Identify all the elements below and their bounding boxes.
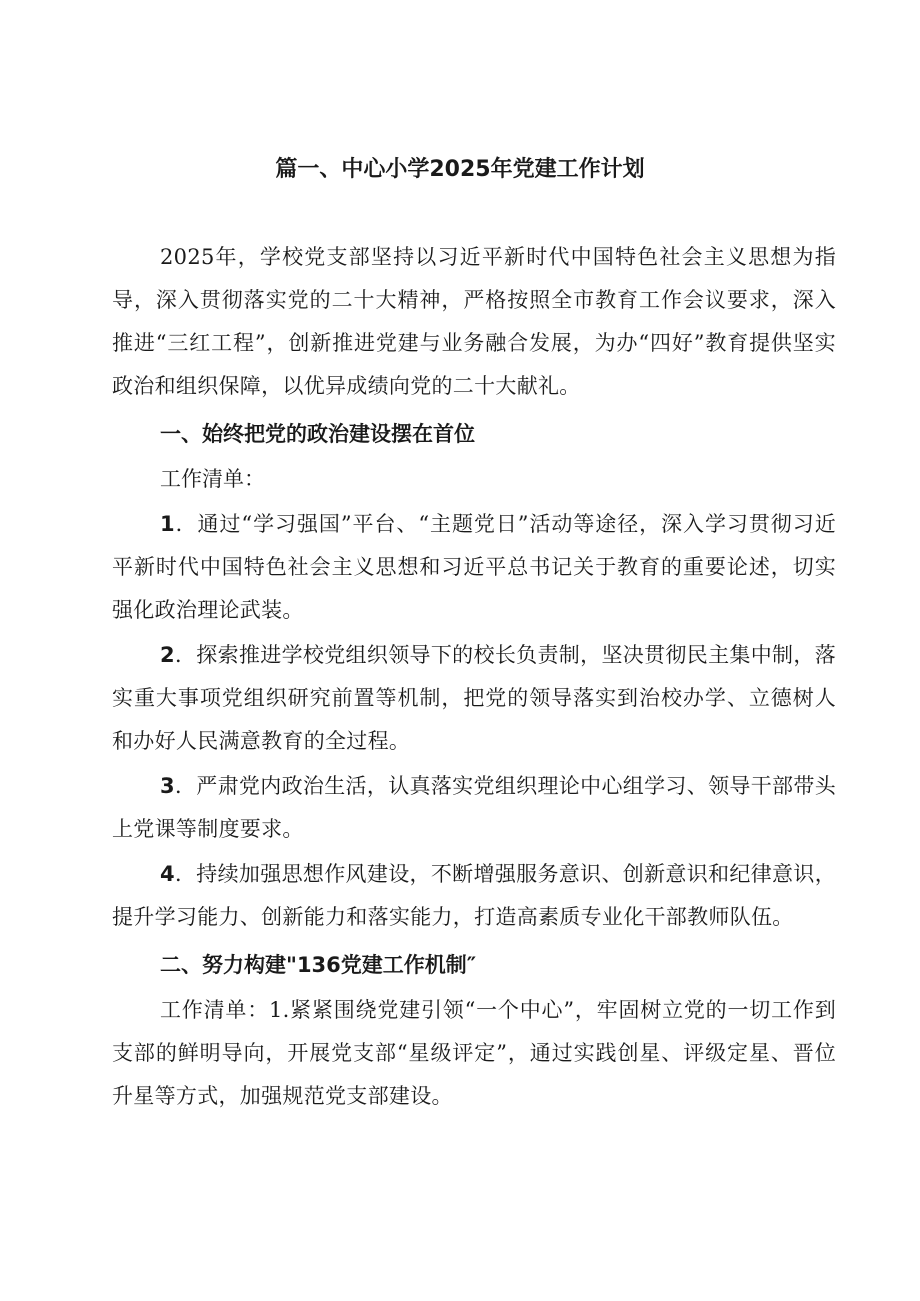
section-1-heading: 一、始终把党的政治建设摆在首位 [160, 422, 475, 446]
list-item [112, 765, 836, 851]
list-item-text: ．探索推进学校党组织领导下的校长负责制，坚决贯彻民主集中制，落实重大事项党组织研究前置等机制，把党的领导落实到治校办学、立德树人和办好人民满意教育的全过程。 [112, 643, 836, 753]
document-body [112, 236, 836, 1118]
list-item [112, 853, 836, 939]
list-item-number: 2 [160, 643, 175, 667]
intro-paragraph: 2025年，学校党支部坚持以习近平新时代中国特色社会主义思想为指导，深入贯彻落实党的二十大精神，严格按照全市教育工作会议要求，深入推进“三红工程”，创新推进党建与业务融合发展，为办“四好”教育提供坚实政治和组织保障，以优异成绩向党的二十大献礼。 [112, 245, 836, 398]
list-item [112, 503, 836, 632]
list-item-text: ．持续加强思想作风建设，不断增强服务意识、创新意识和纪律意识，提升学习能力、创新能力和落实能力，打造高素质专业化干部教师队伍。 [112, 862, 836, 929]
document-title: 篇一、中心小学2025年党建工作计划 [275, 157, 645, 182]
list-item-number: 3 [160, 774, 175, 798]
list-item-number: 1 [160, 512, 175, 536]
list-item-text: ．通过“学习强国”平台、“主题党日”活动等途径，深入学习贯彻习近平新时代中国特色社会主义思想和习近平总书记关于教育的重要论述，切实强化政治理论武装。 [112, 512, 836, 622]
section-1-worklist-label: 工作清单： [160, 467, 265, 491]
list-item-number: 4 [160, 862, 175, 886]
section-2-worklist-paragraph: 工作清单：1.紧紧围绕党建引领“一个中心”，牢固树立党的一切工作到支部的鲜明导向，开展党支部“星级评定”，通过实践创星、评级定星、晋位升星等方式，加强规范党支部建设。 [112, 998, 836, 1108]
list-item [112, 634, 836, 763]
list-item-text: ．严肃党内政治生活，认真落实党组织理论中心组学习、领导干部带头上党课等制度要求。 [112, 774, 836, 841]
section-2-heading: 二、努力构建"136党建工作机制″ [160, 953, 477, 977]
